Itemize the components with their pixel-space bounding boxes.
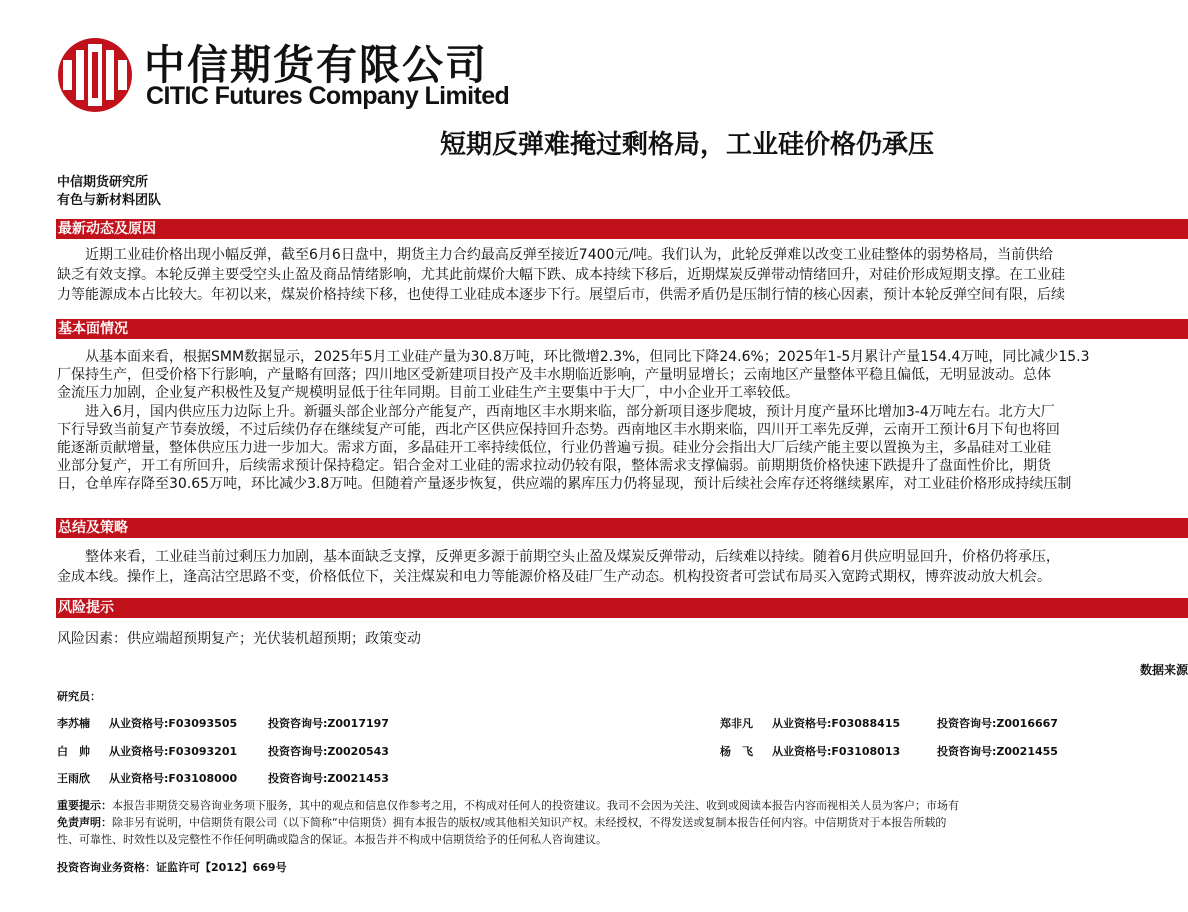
analyst-qualification: 从业资格号:F03108013 [772,745,901,758]
analyst-name: 白 帅 [57,745,90,758]
section-heading-summary: 总结及策略 [56,518,1188,538]
fundamentals-paragraph [57,348,1188,494]
section-heading-fundamentals: 基本面情况 [56,319,1188,339]
paragraph-line: 业部分复产，开工有所回升，后续需求预计保持稳定。铝合金对工业硅的需求拉动仍较有限，整体需求支撑偏弱。前期期货价格快速下跌提升了盘面性价比，期货 [57,458,1051,475]
report-title: 短期反弹难掩过剩格局，工业硅价格仍承压 [440,130,935,160]
org-team: 有色与新材料团队 [57,193,162,208]
important-notice-label: 重要提示： [57,799,112,812]
brand-name-cn: 中信期货有限公司 [144,41,488,89]
paragraph-line: 整体来看，工业硅当前过剩压力加剧，基本面缺乏支撑，反弹更多源于前期空头止盈及煤炭反弹带动，后续难以持续。随着6月供应明显回升，价格仍将承压， [57,549,1060,565]
org-department: 中信期货研究所 [57,175,149,190]
section-heading-news: 最新动态及原因 [56,219,1188,239]
analyst-consult-number: 投资咨询号:Z0016667 [937,717,1058,730]
paragraph-line: 缺乏有效支撑。本轮反弹主要受空头止盈及商品情绪影响，尤其此前煤价大幅下跌、成本持续下移后，近期煤炭反弹带动情绪回升，对硅价形成短期支撑。在工业硅 [57,267,1065,283]
analyst-qualification: 从业资格号:F03108000 [109,772,238,785]
analyst-name: 郑非凡 [720,717,753,730]
disclaimer [57,814,1188,832]
summary-paragraph [57,547,1188,587]
risk-factors: 风险因素：供应端超预期复产；光伏装机超预期；政策变动 [57,631,421,647]
paragraph-line: 能逐渐贡献增量，整体供应压力进一步加大。需求方面，多晶硅开工率持续低位，行业仍普遍亏损。硅业分会指出大厂后续产能主要以置换为主，多晶硅对工业硅 [57,439,1051,456]
paragraph-line: 金流压力加剧，企业复产积极性及复产规模明显低于往年同期。目前工业硅生产主要集中于大厂，中小企业开工率较低。 [57,385,799,402]
analyst-consult-number: 投资咨询号:Z0021455 [937,745,1058,758]
analyst-qualification: 从业资格号:F03093505 [109,717,238,730]
important-notice-text: 本报告非期货交易咨询业务项下服务，其中的观点和信息仅作参考之用，不构成对任何人的投资建议。我司不会因为关注、收到或阅读本报告内容而视相关人员为客户；市场有 [112,799,959,812]
brand-name-en: CITIC Futures Company Limited [146,82,510,110]
paragraph-line: 近期工业硅价格出现小幅反弹，截至6月6日盘中，期货主力合约最高反弹至接近7400元/吨。我们认为，此轮反弹难以改变工业硅整体的弱势格局，当前供给 [57,247,1054,263]
disclaimer-continued: 性、可靠性、时效性以及完整性不作任何明确或隐含的保证。本报告并不构成中信期货给予的任何私人咨询建议。 [57,833,607,846]
paragraph-line: 从基本面来看，根据SMM数据显示，2025年5月工业硅产量为30.8万吨，环比微增2.3%，但同比下降24.6%；2025年1-5月累计产量154.4万吨，同比减少15.3 [57,349,1090,365]
section-heading-risk: 风险提示 [56,598,1188,618]
analyst-name: 李苏楠 [57,717,90,730]
analyst-name: 杨 飞 [720,745,753,758]
researchers-label: 研究员： [57,690,101,703]
paragraph-line: 厂保持生产，但受价格下行影响，产量略有回落；四川地区受新建项目投产及丰水期临近影响，产量明显增长；云南地区产量整体平稳且偏低，无明显波动。总体 [57,367,1051,384]
data-source-label: 数据来源 [1139,663,1188,677]
license-info: 投资咨询业务资格：证监许可【2012】669号 [57,861,287,874]
news-paragraph [57,245,1188,305]
paragraph-line: 力等能源成本占比较大。年初以来，煤炭价格持续下移，也使得工业硅成本逐步下行。展望后市，供需矛盾仍是压制行情的核心因素，预计本轮反弹空间有限，后续 [57,287,1065,303]
analyst-consult-number: 投资咨询号:Z0020543 [268,745,389,758]
paragraph-line: 金成本线。操作上，逢高沽空思路不变，价格低位下，关注煤炭和电力等能源价格及硅厂生产动态。机构投资者可尝试布局买入宽跨式期权，博弈波动放大机会。 [57,569,1051,585]
disclaimer-label: 免责声明： [57,816,112,829]
paragraph-line: 下行导致当前复产节奏放缓，不过后续仍存在继续复产可能，西北产区供应保持回升态势。西南地区丰水期来临，四川开工率先反弹，云南开工预计6月下旬也将回 [57,421,1060,438]
important-notice [57,797,1188,815]
paragraph-line: 日，仓单库存降至30.65万吨，环比减少3.8万吨。但随着产量逐步恢复，供应端的累库压力仍将显现，预计后续社会库存还将继续累库，对工业硅价格形成持续压制 [57,476,1072,493]
analyst-qualification: 从业资格号:F03093201 [109,745,238,758]
analyst-consult-number: 投资咨询号:Z0017197 [268,717,389,730]
citic-logo-icon [56,36,134,114]
paragraph-line: 进入6月，国内供应压力边际上升。新疆头部企业部分产能复产，西南地区丰水期来临，部分新项目逐步爬坡，预计月度产量环比增加3-4万吨左右。北方大厂 [57,403,1055,420]
analyst-consult-number: 投资咨询号:Z0021453 [268,772,389,785]
analyst-qualification: 从业资格号:F03088415 [772,717,901,730]
disclaimer-text: 除非另有说明，中信期货有限公司（以下简称“中信期货）拥有本报告的版权/或其他相关知识产权。未经授权，不得发送或复制本报告任何内容。中信期货对于本报告所载的 [112,816,947,829]
analyst-name: 王雨欣 [57,772,90,785]
